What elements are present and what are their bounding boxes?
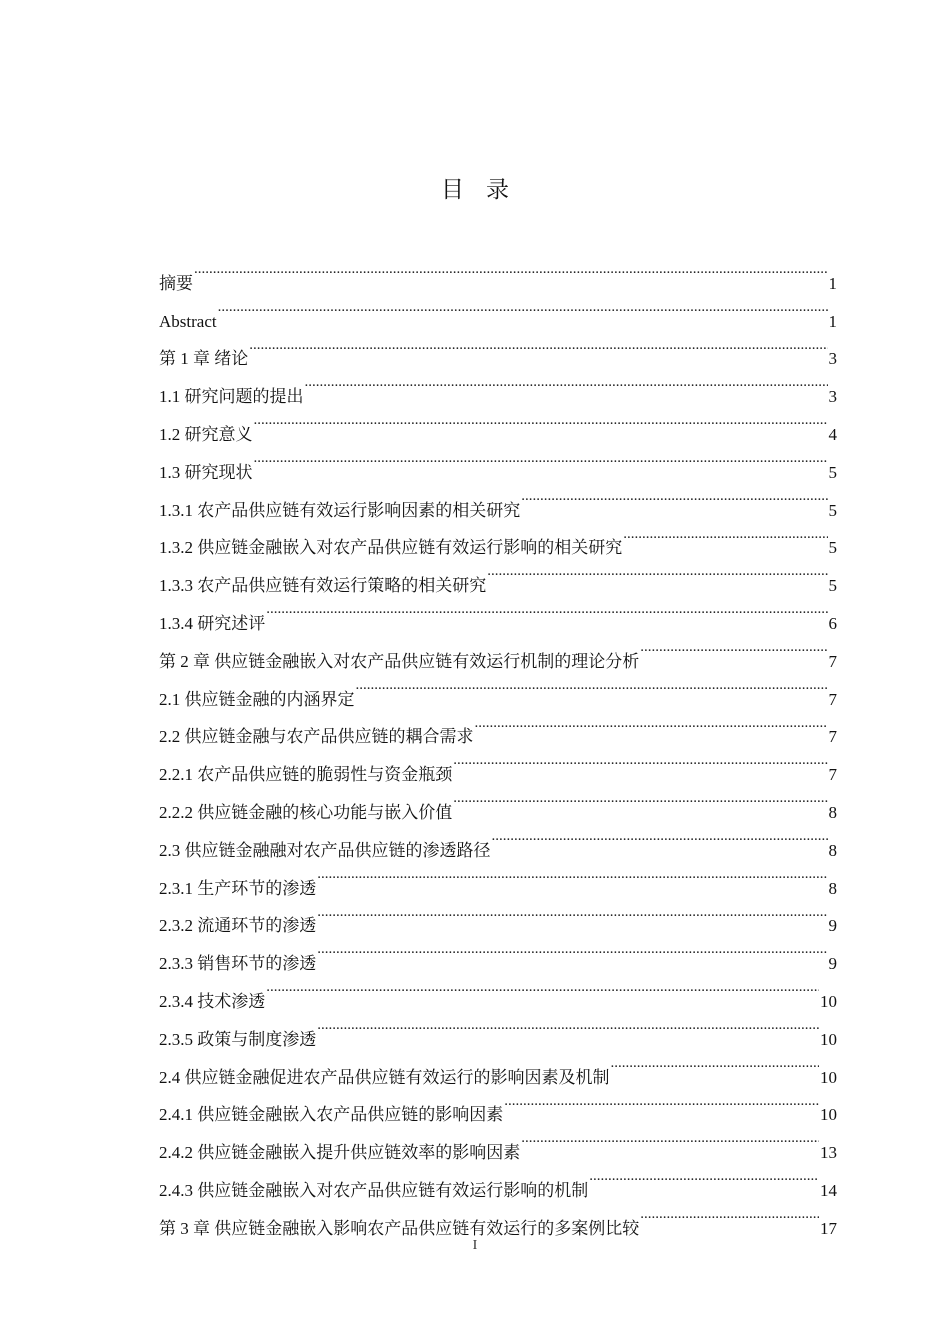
toc-entry-page: 8 [828, 840, 837, 860]
toc-entry-label: 2.4.1 供应链金融嵌入农产品供应链的影响因素 [159, 1105, 504, 1125]
toc-entry-page: 7 [828, 651, 837, 671]
toc-entry-page: 9 [828, 916, 837, 936]
toc-entry-label: 2.2.2 供应链金融的核心功能与嵌入价值 [159, 802, 453, 822]
toc-leader-dots [492, 818, 828, 856]
toc-leader-dots [453, 780, 827, 818]
toc-leader-dots [487, 553, 827, 591]
toc-leader-dots [305, 364, 828, 402]
toc-entry-label: 第 3 章 供应链金融嵌入影响农产品供应链有效运行的多案例比较 [159, 1218, 640, 1238]
toc-leader-dots [521, 1120, 819, 1158]
toc-entry[interactable] [159, 478, 837, 520]
toc-leader-dots [266, 969, 819, 1007]
toc-entry-page: 13 [820, 1143, 837, 1163]
toc-entry-page: 3 [828, 387, 837, 407]
toc-entry-label: 2.4.3 供应链金融嵌入对农产品供应链有效运行影响的机制 [159, 1180, 589, 1200]
toc-entry-page: 6 [828, 613, 837, 633]
toc-entry-page: 10 [820, 1029, 837, 1049]
toc-leader-dots [356, 667, 828, 705]
toc-leader-dots [254, 402, 828, 440]
toc-entry-label: 摘要 [159, 273, 193, 293]
toc-leader-dots [317, 931, 827, 969]
toc-leader-dots [317, 894, 827, 932]
toc-leader-dots [317, 1007, 819, 1045]
toc-entry-page: 9 [828, 954, 837, 974]
toc-entry-page: 5 [828, 576, 837, 596]
toc-entry-page: 14 [820, 1180, 837, 1200]
toc-entry-label: 1.3.1 农产品供应链有效运行影响因素的相关研究 [159, 500, 521, 520]
toc-entry-label: 第 2 章 供应链金融嵌入对农产品供应链有效运行机制的理论分析 [159, 651, 640, 671]
toc-entry-label: 1.3.3 农产品供应链有效运行策略的相关研究 [159, 576, 487, 596]
toc-entry-label: 2.3.1 生产环节的渗透 [159, 878, 317, 898]
toc-entry-page: 8 [828, 878, 837, 898]
toc-entry-label: 2.4 供应链金融促进农产品供应链有效运行的影响因素及机制 [159, 1067, 610, 1087]
toc-entry-page: 3 [828, 349, 837, 369]
toc-entry-label: 2.3 供应链金融融对农产品供应链的渗透路径 [159, 840, 491, 860]
toc-entry-page: 7 [828, 765, 837, 785]
table-of-contents [159, 251, 837, 1238]
toc-leader-dots [475, 705, 828, 743]
toc-entry-label: 2.2 供应链金融与农产品供应链的耦合需求 [159, 727, 474, 747]
toc-entry-label: 2.3.2 流通环节的渗透 [159, 916, 317, 936]
toc-entry-label: 1.1 研究问题的提出 [159, 387, 304, 407]
toc-leader-dots [254, 440, 828, 478]
toc-entry[interactable] [159, 327, 837, 369]
toc-leader-dots [521, 478, 827, 516]
toc-entry-page: 4 [828, 424, 837, 444]
toc-entry-label: 1.3 研究现状 [159, 462, 253, 482]
toc-entry-label: 2.3.3 销售环节的渗透 [159, 954, 317, 974]
toc-entry[interactable] [159, 364, 837, 407]
toc-entry-label: 1.2 研究意义 [159, 424, 253, 444]
toc-entry-label: 2.2.1 农产品供应链的脆弱性与资金瓶颈 [159, 765, 453, 785]
toc-leader-dots [504, 1083, 819, 1121]
toc-entry-label: Abstract [159, 311, 217, 331]
toc-entry-label: 2.1 供应链金融的内涵界定 [159, 689, 355, 709]
toc-leader-dots [249, 327, 827, 365]
toc-entry-page: 5 [828, 538, 837, 558]
toc-leader-dots [218, 289, 828, 327]
toc-leader-dots [266, 591, 827, 629]
toc-entry-label: 第 1 章 绪论 [159, 349, 249, 369]
toc-leader-dots [194, 251, 828, 289]
toc-leader-dots [453, 742, 827, 780]
toc-entry-page: 8 [828, 802, 837, 822]
toc-entry-page: 1 [828, 273, 837, 293]
toc-entry-page: 17 [820, 1218, 837, 1238]
toc-entry-page: 10 [820, 1105, 837, 1125]
toc-entry-label: 1.3.4 研究述评 [159, 613, 266, 633]
toc-entry-label: 2.3.5 政策与制度渗透 [159, 1029, 317, 1049]
toc-leader-dots [623, 516, 827, 554]
toc-entry-page: 10 [820, 991, 837, 1011]
toc-entry-page: 10 [820, 1067, 837, 1087]
toc-leader-dots [640, 629, 827, 667]
toc-leader-dots [640, 1196, 819, 1234]
toc-entry-page: 1 [828, 311, 837, 331]
toc-leader-dots [317, 856, 827, 894]
toc-entry[interactable] [159, 440, 837, 482]
toc-leader-dots [589, 1158, 819, 1196]
toc-entry-page: 7 [828, 727, 837, 747]
toc-entry-label: 2.3.4 技术渗透 [159, 991, 266, 1011]
page-number: I [472, 1238, 478, 1253]
toc-entry-page: 7 [828, 689, 837, 709]
toc-entry-label: 2.4.2 供应链金融嵌入提升供应链效率的影响因素 [159, 1143, 521, 1163]
toc-entry[interactable] [159, 289, 837, 331]
toc-entry-label: 1.3.2 供应链金融嵌入对农产品供应链有效运行影响的相关研究 [159, 538, 623, 558]
page-title: 目录 [441, 177, 531, 203]
toc-entry[interactable] [159, 402, 837, 444]
toc-entry[interactable] [159, 251, 837, 293]
toc-entry-page: 5 [828, 500, 837, 520]
toc-entry-page: 5 [828, 462, 837, 482]
toc-leader-dots [611, 1045, 820, 1083]
